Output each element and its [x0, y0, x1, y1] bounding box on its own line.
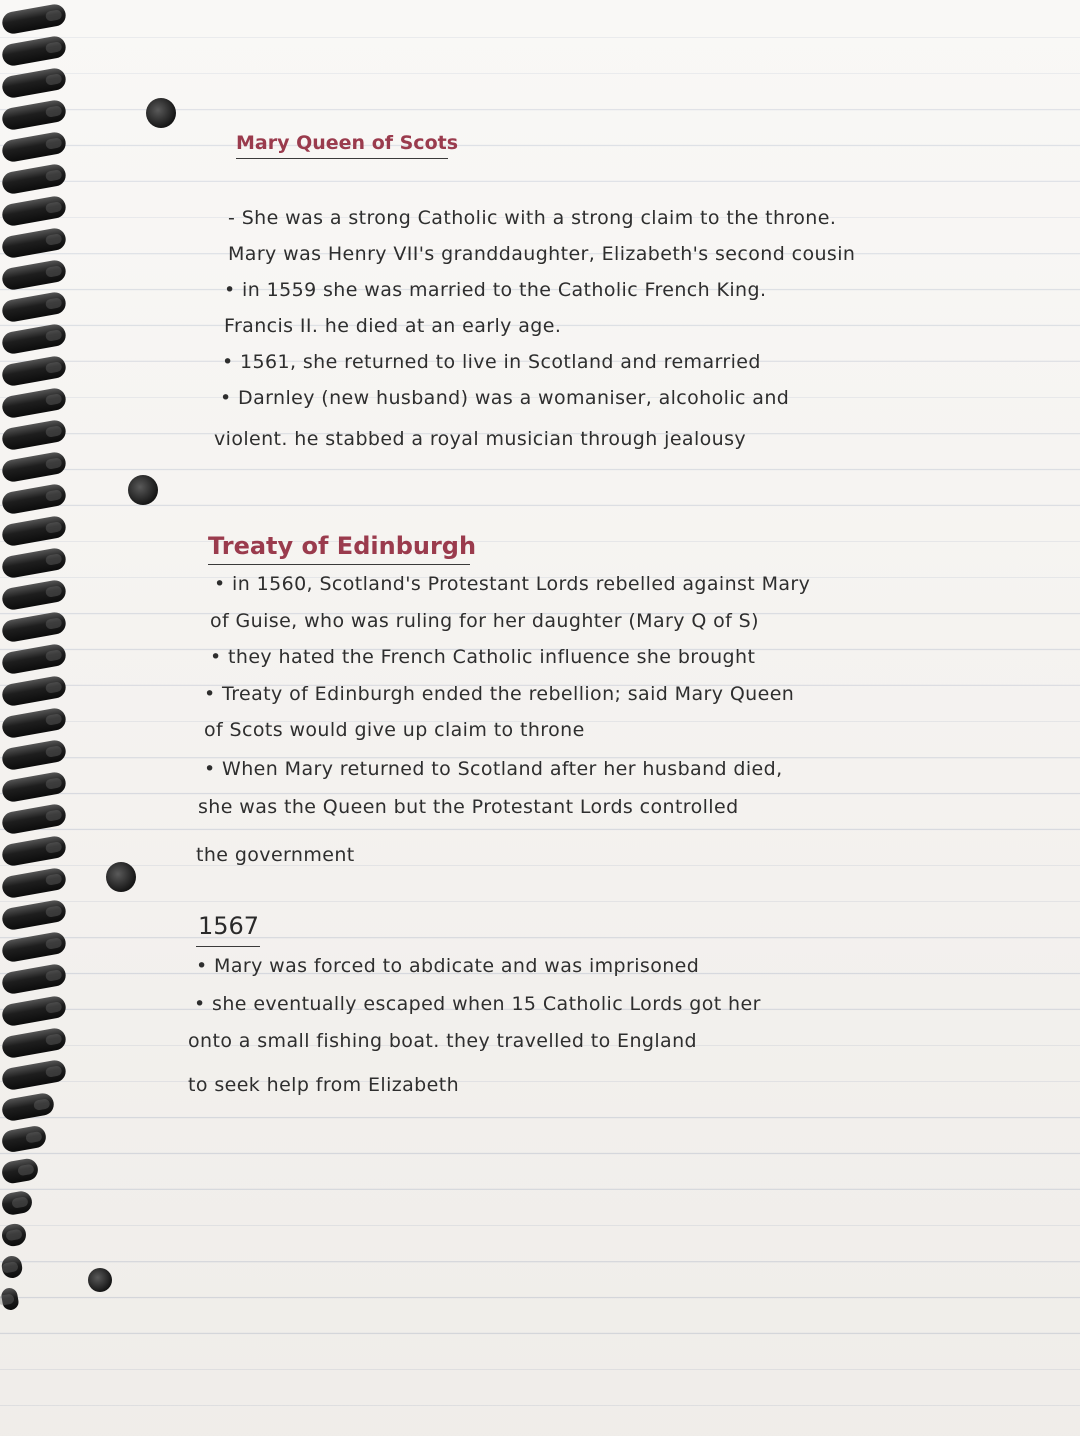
section-heading-1567: 1567	[198, 912, 260, 940]
note-line: onto a small fishing boat. they travelled to England	[188, 1030, 697, 1052]
note-line: • 1561, she returned to live in Scotland and remarried	[222, 351, 761, 373]
note-line: violent. he stabbed a royal musician through jealousy	[214, 428, 747, 450]
note-line: • Darnley (new husband) was a womaniser, alcoholic and	[220, 387, 790, 409]
note-line: the government	[196, 844, 355, 866]
note-line: to seek help from Elizabeth	[188, 1074, 460, 1096]
note-line: Mary was Henry VII's granddaughter, Elizabeth's second cousin	[228, 243, 856, 265]
note-line: of Guise, who was ruling for her daughter (Mary Q of S)	[210, 610, 759, 632]
note-line: • in 1559 she was married to the Catholic French King.	[224, 279, 767, 301]
note-line: Francis II. he died at an early age.	[224, 315, 562, 337]
note-line: • Mary was forced to abdicate and was imprisoned	[196, 955, 700, 977]
note-line: of Scots would give up claim to throne	[204, 719, 585, 741]
page-title: Mary Queen of Scots	[236, 132, 459, 154]
note-line: she was the Queen but the Protestant Lords controlled	[198, 796, 739, 818]
note-line: • in 1560, Scotland's Protestant Lords rebelled against Mary	[214, 573, 811, 595]
note-line: • they hated the French Catholic influence she brought	[210, 646, 756, 668]
title-underline	[236, 158, 448, 159]
heading-underline	[208, 564, 470, 565]
note-line: - She was a strong Catholic with a strong claim to the throne.	[228, 207, 837, 229]
note-line: • Treaty of Edinburgh ended the rebellion; said Mary Queen	[204, 683, 795, 705]
section-heading-treaty: Treaty of Edinburgh	[208, 532, 477, 560]
heading-underline	[196, 946, 260, 947]
note-line: • she eventually escaped when 15 Catholic Lords got her	[194, 993, 761, 1015]
note-line: • When Mary returned to Scotland after her husband died,	[204, 758, 783, 780]
